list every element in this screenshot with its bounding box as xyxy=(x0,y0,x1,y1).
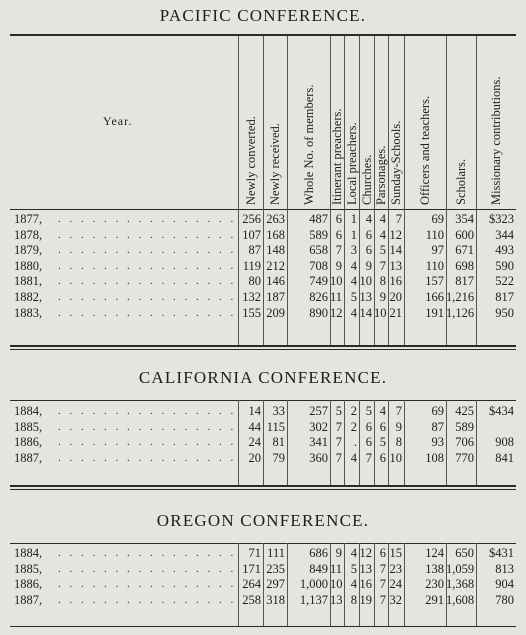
year-cell: 1884, xyxy=(14,404,43,418)
leader-dots: . . . . . . . . . . . . . . . . xyxy=(58,436,237,449)
value-cell: 749 xyxy=(309,274,328,289)
section-title-oregon: OREGON CONFERENCE. xyxy=(156,511,370,530)
value-cell: 7 xyxy=(395,212,402,226)
value-cell: 97 xyxy=(431,243,444,258)
value-cell: 14 xyxy=(359,305,372,320)
year-cell: 1885, xyxy=(14,561,43,576)
value-cell: 1 xyxy=(350,227,357,242)
column-rule xyxy=(330,543,331,626)
value-cell: 4 xyxy=(350,258,357,273)
value-cell: 256 xyxy=(242,212,261,226)
rule-pacific-end-2 xyxy=(10,349,516,350)
value-cell: 770 xyxy=(455,450,474,465)
column-rule xyxy=(263,36,264,345)
value-cell: 24 xyxy=(389,577,402,592)
value-cell: 344 xyxy=(495,227,514,242)
value-cell: 235 xyxy=(266,561,285,576)
value-cell: 8 xyxy=(379,274,386,289)
value-cell: 3 xyxy=(350,243,357,258)
value-cell: 2 xyxy=(350,404,357,418)
value-cell: 908 xyxy=(495,435,514,450)
value-cell: 171 xyxy=(242,561,261,576)
value-cell: 5 xyxy=(350,290,357,304)
value-cell: 4 xyxy=(379,227,386,242)
value-cell: 6 xyxy=(365,227,372,242)
section-title-pacific: PACIFIC CONFERENCE. xyxy=(159,6,367,25)
value-cell: 4 xyxy=(365,212,372,226)
value-cell: 904 xyxy=(495,577,514,592)
value-cell: 4 xyxy=(350,450,357,465)
value-cell: 9 xyxy=(365,258,372,273)
column-rule xyxy=(344,400,345,485)
value-cell: 69 xyxy=(431,212,444,226)
column-rule xyxy=(330,400,331,485)
year-cell: 1883, xyxy=(14,305,43,320)
value-cell: 950 xyxy=(495,305,514,320)
value-cell: 10 xyxy=(359,274,372,289)
value-cell: 354 xyxy=(455,212,474,226)
value-cell: 119 xyxy=(242,258,261,273)
value-cell: 33 xyxy=(272,404,285,418)
value-cell: 69 xyxy=(431,404,444,418)
year-cell: 1882, xyxy=(14,290,43,304)
value-cell: 14 xyxy=(248,404,261,418)
value-cell: 590 xyxy=(495,258,514,273)
value-cell: 264 xyxy=(242,577,261,592)
leader-dots: . . . . . . . . . . . . . . . . xyxy=(58,244,237,257)
value-cell: 115 xyxy=(266,419,285,434)
section-title-california: CALIFORNIA CONFERENCE. xyxy=(138,368,388,387)
value-cell: 9 xyxy=(335,258,342,273)
column-header: Newly received. xyxy=(268,123,282,205)
value-cell: $434 xyxy=(489,404,514,418)
column-rule xyxy=(330,36,331,345)
value-cell: 589 xyxy=(455,419,474,434)
column-rule xyxy=(388,400,389,485)
column-header: Churches. xyxy=(359,154,374,205)
column-header: Sunday-Schools. xyxy=(389,120,403,205)
value-cell: 148 xyxy=(266,243,285,258)
value-cell: 87 xyxy=(431,419,444,434)
value-cell: 6 xyxy=(379,546,386,560)
value-cell: 13 xyxy=(389,258,402,273)
column-header: Whole No. of members. xyxy=(301,84,316,205)
value-cell: 1,368 xyxy=(446,577,475,592)
value-cell: 13 xyxy=(359,561,372,576)
year-cell: 1886, xyxy=(14,577,43,592)
value-cell: 12 xyxy=(389,227,402,242)
column-rule xyxy=(404,400,405,485)
value-cell: 1,137 xyxy=(299,592,328,607)
value-cell: 23 xyxy=(389,561,402,576)
value-cell: 686 xyxy=(309,546,328,560)
value-cell: 6 xyxy=(365,435,372,450)
value-cell: 6 xyxy=(379,419,386,434)
column-rule xyxy=(263,400,264,485)
column-rule xyxy=(238,543,239,626)
value-cell: 671 xyxy=(455,243,474,258)
value-cell: 7 xyxy=(395,404,402,418)
value-cell: 20 xyxy=(248,450,261,465)
value-cell: 187 xyxy=(266,290,285,304)
value-cell: 302 xyxy=(309,419,328,434)
value-cell: 12 xyxy=(330,305,343,320)
value-cell: 7 xyxy=(379,592,386,607)
value-cell: 698 xyxy=(455,258,474,273)
leader-dots: . . . . . . . . . . . . . . . . xyxy=(58,420,237,433)
column-header: Officers and teachers. xyxy=(418,95,432,205)
value-cell: 5 xyxy=(379,243,386,258)
value-cell: 14 xyxy=(389,243,402,258)
column-rule xyxy=(374,543,375,626)
value-cell: 13 xyxy=(359,290,372,304)
leader-dots: . . . . . . . . . . . . . . . . xyxy=(58,578,237,591)
value-cell: 487 xyxy=(309,212,328,226)
column-rule xyxy=(344,36,345,345)
year-cell: 1878, xyxy=(14,227,43,242)
value-cell: 1,608 xyxy=(446,592,475,607)
year-cell: 1877, xyxy=(14,212,43,226)
year-cell: 1879, xyxy=(14,243,43,258)
value-cell: 138 xyxy=(425,561,444,576)
value-cell: 6 xyxy=(379,450,386,465)
value-cell: 155 xyxy=(242,305,261,320)
value-cell: 7 xyxy=(335,419,342,434)
rule-california-end xyxy=(10,485,516,487)
value-cell: 5 xyxy=(350,561,357,576)
value-cell: 5 xyxy=(365,404,372,418)
value-cell: 7 xyxy=(379,577,386,592)
value-cell: 10 xyxy=(389,450,402,465)
year-cell: 1880, xyxy=(14,258,43,273)
value-cell: 291 xyxy=(425,592,444,607)
value-cell: 263 xyxy=(266,212,285,226)
value-cell: 111 xyxy=(267,546,285,560)
value-cell: 5 xyxy=(335,404,342,418)
value-cell: 108 xyxy=(425,450,444,465)
value-cell: . xyxy=(353,435,357,450)
leader-dots: . . . . . . . . . . . . . . . . xyxy=(58,593,237,606)
column-rule xyxy=(446,400,447,485)
value-cell: 841 xyxy=(495,450,514,465)
value-cell: 11 xyxy=(330,561,343,576)
value-cell: 1,000 xyxy=(299,577,328,592)
value-cell: 8 xyxy=(350,592,357,607)
value-cell: 658 xyxy=(309,243,328,258)
column-rule xyxy=(238,36,239,345)
value-cell: 780 xyxy=(495,592,514,607)
value-cell: 708 xyxy=(309,258,328,273)
value-cell: 7 xyxy=(365,450,372,465)
value-cell: 21 xyxy=(389,305,402,320)
value-cell: $431 xyxy=(489,546,514,560)
value-cell: 168 xyxy=(266,227,285,242)
leader-dots: . . . . . . . . . . . . . . . . xyxy=(58,405,237,417)
value-cell: 817 xyxy=(455,274,474,289)
leader-dots: . . . . . . . . . . . . . . . . xyxy=(58,228,237,241)
leader-dots: . . . . . . . . . . . . . . . . xyxy=(58,562,237,575)
column-rule xyxy=(476,36,477,345)
value-cell: 10 xyxy=(374,305,387,320)
value-cell: 493 xyxy=(495,243,514,258)
value-cell: 600 xyxy=(455,227,474,242)
column-rule xyxy=(238,400,239,485)
value-cell: 44 xyxy=(248,419,261,434)
leader-dots: . . . . . . . . . . . . . . . . xyxy=(58,451,237,464)
value-cell: 7 xyxy=(379,561,386,576)
value-cell: 257 xyxy=(309,404,328,418)
leader-dots: . . . . . . . . . . . . . . . . xyxy=(58,547,237,559)
column-rule xyxy=(359,400,360,485)
leader-dots: . . . . . . . . . . . . . . . . xyxy=(58,213,237,225)
value-cell: 4 xyxy=(350,305,357,320)
column-header: Parsonages. xyxy=(374,145,388,205)
value-cell: 4 xyxy=(350,274,357,289)
column-rule xyxy=(374,36,375,345)
column-rule xyxy=(287,36,288,345)
value-cell: 80 xyxy=(248,274,261,289)
value-cell: 110 xyxy=(425,258,444,273)
column-header: Newly converted. xyxy=(243,116,258,205)
value-cell: 4 xyxy=(350,546,357,560)
column-rule xyxy=(388,543,389,626)
year-column-header: Year. xyxy=(103,114,133,128)
value-cell: 258 xyxy=(242,592,261,607)
column-rule xyxy=(388,36,389,345)
year-cell: 1886, xyxy=(14,435,43,450)
value-cell: 79 xyxy=(272,450,285,465)
value-cell: 890 xyxy=(309,305,328,320)
value-cell: 6 xyxy=(365,243,372,258)
value-cell: 826 xyxy=(309,290,328,304)
value-cell: 9 xyxy=(395,419,402,434)
value-cell: 110 xyxy=(425,227,444,242)
value-cell: 212 xyxy=(266,258,285,273)
value-cell: 650 xyxy=(455,546,474,560)
column-rule xyxy=(404,543,405,626)
value-cell: 7 xyxy=(335,243,342,258)
column-rule xyxy=(404,36,405,345)
value-cell: 6 xyxy=(335,212,342,226)
rule-oregon-end xyxy=(10,626,516,627)
value-cell: 7 xyxy=(335,435,342,450)
value-cell: 4 xyxy=(379,212,386,226)
value-cell: 166 xyxy=(425,290,444,304)
value-cell: 32 xyxy=(389,592,402,607)
year-cell: 1884, xyxy=(14,546,43,560)
value-cell: 6 xyxy=(335,227,342,242)
value-cell: 9 xyxy=(335,546,342,560)
value-cell: 10 xyxy=(330,577,343,592)
column-header: Missionary contributions. xyxy=(489,76,503,205)
value-cell: 1,216 xyxy=(446,290,475,304)
year-cell: 1887, xyxy=(14,450,43,465)
value-cell: 87 xyxy=(248,243,261,258)
value-cell: 9 xyxy=(379,290,386,304)
leader-dots: . . . . . . . . . . . . . . . . xyxy=(58,259,237,272)
value-cell: 425 xyxy=(455,404,474,418)
value-cell: 297 xyxy=(266,577,285,592)
column-rule xyxy=(287,543,288,626)
value-cell: 146 xyxy=(266,274,285,289)
value-cell: 132 xyxy=(242,290,261,304)
value-cell: 849 xyxy=(309,561,328,576)
value-cell: 19 xyxy=(359,592,372,607)
value-cell: 706 xyxy=(455,435,474,450)
value-cell: 16 xyxy=(359,577,372,592)
value-cell: 230 xyxy=(425,577,444,592)
value-cell: 157 xyxy=(425,274,444,289)
value-cell: 20 xyxy=(389,290,402,304)
column-rule xyxy=(446,36,447,345)
rule-pacific-end xyxy=(10,345,516,347)
value-cell: 4 xyxy=(379,404,386,418)
value-cell: 4 xyxy=(350,577,357,592)
year-cell: 1887, xyxy=(14,592,43,607)
leader-dots: . . . . . . . . . . . . . . . . xyxy=(58,275,237,288)
column-header: Local preachers. xyxy=(344,122,359,205)
value-cell: 15 xyxy=(389,546,402,560)
value-cell: 341 xyxy=(309,435,328,450)
value-cell: 1 xyxy=(350,212,357,226)
value-cell: 10 xyxy=(330,274,343,289)
column-rule xyxy=(344,543,345,626)
year-cell: 1881, xyxy=(14,274,43,289)
value-cell: 191 xyxy=(425,305,444,320)
value-cell: 8 xyxy=(395,435,402,450)
column-rule xyxy=(263,543,264,626)
value-cell: 5 xyxy=(379,435,386,450)
value-cell: 7 xyxy=(335,450,342,465)
value-cell: 6 xyxy=(365,419,372,434)
leader-dots: . . . . . . . . . . . . . . . . xyxy=(58,291,237,303)
column-rule xyxy=(446,543,447,626)
column-rule xyxy=(476,400,477,485)
value-cell: 16 xyxy=(389,274,402,289)
value-cell: 12 xyxy=(359,546,372,560)
value-cell: 522 xyxy=(495,274,514,289)
value-cell: 11 xyxy=(330,290,343,304)
value-cell: 93 xyxy=(431,435,444,450)
value-cell: 71 xyxy=(248,546,261,560)
value-cell: 81 xyxy=(272,435,285,450)
column-rule xyxy=(476,543,477,626)
value-cell: 7 xyxy=(379,258,386,273)
value-cell: 24 xyxy=(248,435,261,450)
value-cell: 2 xyxy=(350,419,357,434)
value-cell: 124 xyxy=(425,546,444,560)
column-rule xyxy=(359,36,360,345)
value-cell: 360 xyxy=(309,450,328,465)
column-header: Scholars. xyxy=(454,158,468,205)
value-cell: 1,126 xyxy=(446,305,475,320)
rule-california-end-2 xyxy=(10,489,516,490)
column-rule xyxy=(287,400,288,485)
year-cell: 1885, xyxy=(14,419,43,434)
value-cell: 13 xyxy=(330,592,343,607)
leader-dots: . . . . . . . . . . . . . . . . xyxy=(58,306,237,319)
value-cell: 817 xyxy=(495,290,514,304)
value-cell: 589 xyxy=(309,227,328,242)
column-rule xyxy=(359,543,360,626)
value-cell: 318 xyxy=(266,592,285,607)
value-cell: 1,059 xyxy=(446,561,475,576)
column-header: Itinerant preachers. xyxy=(330,108,344,205)
column-rule xyxy=(374,400,375,485)
value-cell: 107 xyxy=(242,227,261,242)
value-cell: $323 xyxy=(489,212,514,226)
value-cell: 209 xyxy=(266,305,285,320)
value-cell: 813 xyxy=(495,561,514,576)
